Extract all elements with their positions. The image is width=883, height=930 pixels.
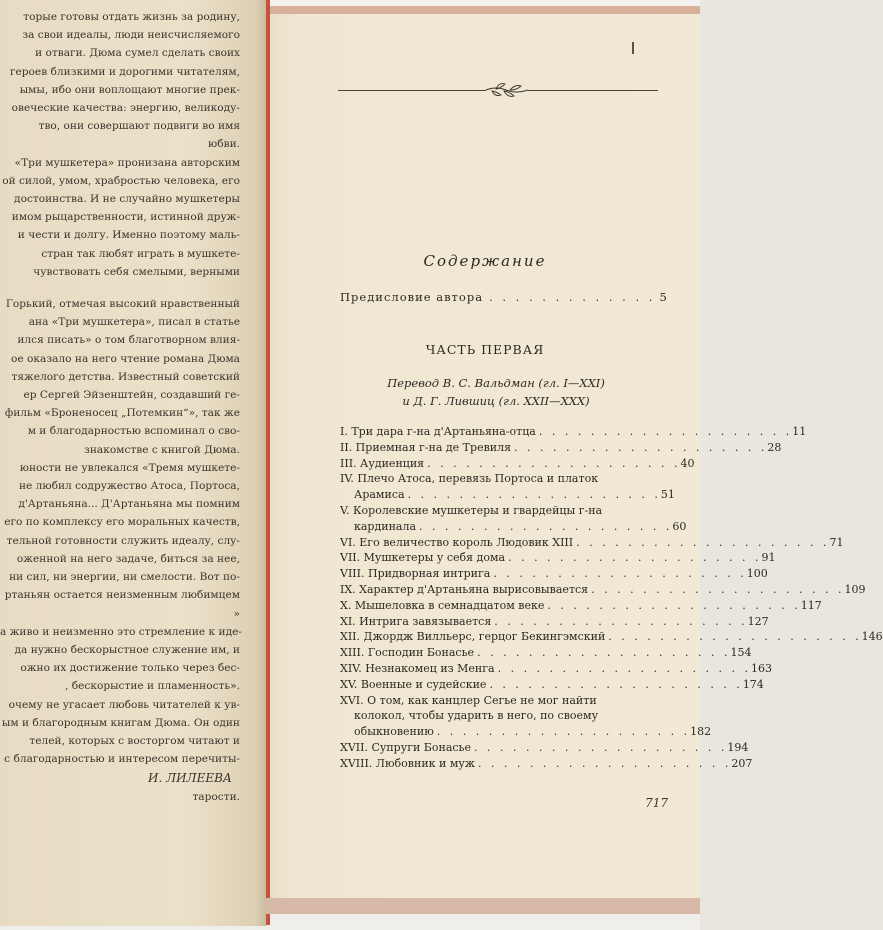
toc-entry-page: 182: [690, 725, 712, 739]
toc-entry-title: I. Три дара г-на д'Артаньяна-отца: [340, 425, 536, 438]
toc-preface-title: Предисловие автора: [340, 290, 484, 304]
toc-entry-title: VI. Его величество король Людовик XIII: [340, 535, 574, 549]
text-line: ился писать» о том благотворном влия-: [17, 334, 240, 347]
text-line: торые готовы отдать жизнь за родину,: [23, 11, 240, 23]
toc-entry-page: 194: [727, 740, 749, 754]
toc-entry: [340, 566, 768, 582]
toc-preface: [340, 290, 667, 304]
text-line: ое оказало на него чтение романа Дюма: [10, 352, 240, 365]
text-line: тарости.: [192, 791, 240, 804]
toc-entry-title: Арамиса: [354, 488, 405, 502]
toc-leader-dots: . . . . . . . . . . . . . . . . . . . .: [497, 661, 751, 675]
toc-entry: [340, 598, 822, 614]
toc-leader-dots: . . . . . . . . . . . . . . . . . . . .: [547, 598, 801, 612]
table-of-contents: [340, 424, 883, 772]
text-line: юности не увлекался «Тремя мушкете-: [19, 461, 240, 474]
toc-leader-dots: . . . . . . . . . . . . . . . . . . . .: [419, 519, 673, 533]
toc-leader-dots: . . . . . . . . . . . . . . . . . . . .: [478, 756, 732, 770]
toc-leader-dots: . . . . . . . . . . . . . . . . . . . .: [436, 725, 691, 739]
page-number: 717: [645, 796, 668, 810]
author-signature: И. ЛИЛЕЕВА: [147, 771, 232, 786]
toc-preface-page: 5: [659, 290, 667, 304]
toc-entry-page: 100: [746, 567, 768, 581]
text-line: ым и благородным книгам Дюма. Он один: [1, 716, 240, 729]
toc-leader-dots: . . . . . . . . . . . . . . . . . . . .: [591, 582, 845, 596]
toc-leader-dots: . . . . . . . . . . . . .: [489, 290, 656, 304]
toc-entry: [340, 519, 687, 535]
text-line: ни сил, ни энергии, ни смелости. Вот по-: [9, 571, 240, 584]
toc-entry-title: V. Королевские мушкетеры и гвардейцы г-на: [340, 503, 603, 517]
toc-entry-page: 146: [861, 630, 883, 644]
toc-leader-dots: . . . . . . . . . . . . . . . . . . . .: [514, 440, 768, 454]
translator-line-1: Перевод В. С. Вальдман (гл. I—XXI): [387, 376, 605, 390]
text-line: тяжелого детства. Известный советский: [11, 370, 240, 383]
toc-entry-title: XVIII. Любовник и муж: [340, 756, 476, 770]
text-line: да нужно бескорыстное служение им, и: [14, 643, 240, 656]
toc-entry: [340, 582, 866, 598]
text-line: юбви.: [208, 138, 240, 151]
text-line: героев близкими и дорогими читателям,: [9, 65, 240, 78]
toc-entry-title: XVII. Супруги Бонасье: [340, 740, 472, 754]
text-line: ер Сергей Эйзенштейн, создавший ге-: [23, 389, 240, 402]
text-line: имом рыцарственности, истинной друж-: [11, 211, 240, 224]
text-line: Горький, отмечая высокий нравственный: [5, 298, 240, 311]
text-line: ожно их достижение только через бес-: [20, 662, 240, 675]
text-line: овеческие качества: энергию, великоду-: [11, 102, 240, 115]
toc-entry: [340, 661, 772, 677]
toc-entry: [340, 614, 769, 630]
toc-entry-page: 71: [829, 535, 844, 549]
toc-entry: [340, 708, 660, 724]
toc-entry-title: XIII. Господин Бонасье: [340, 646, 475, 660]
text-line: достоинства. И не случайно мушкетеры: [14, 193, 240, 206]
toc-entry-page: 127: [747, 614, 769, 628]
toc-entry: [340, 629, 883, 645]
text-line: и чести и долгу. Именно поэтому маль-: [17, 229, 240, 242]
text-line: ой силой, умом, храбростью человека, его: [2, 174, 240, 187]
toc-leader-dots: . . . . . . . . . . . . . . . . . . . .: [608, 630, 862, 644]
toc-entry: [340, 756, 753, 772]
toc-entry-page: 91: [761, 551, 776, 565]
text-line: »: [233, 607, 240, 620]
text-line: фильм «Броненосец „Потемкин“», так же: [4, 407, 240, 420]
text-line: ана «Три мушкетера», писал в статье: [28, 316, 240, 329]
contents-heading: Содержание: [423, 252, 547, 270]
toc-entry-title: обыкновению: [354, 725, 434, 739]
toc-entry-page: 40: [680, 456, 695, 470]
toc-entry: [340, 487, 675, 503]
toc-entry: [340, 440, 782, 456]
text-line: тельной готовности служить идеалу, слу-: [6, 534, 240, 547]
toc-entry: [340, 550, 776, 566]
toc-entry-title: XV. Военные и судейские: [340, 677, 487, 691]
toc-entry: [340, 535, 844, 551]
toc-leader-dots: . . . . . . . . . . . . . . . . . . . .: [508, 551, 762, 565]
toc-entry-title: VII. Мушкетеры у себя дома: [340, 551, 506, 565]
text-line: телей, которых с восторгом читают и: [29, 734, 240, 747]
text-line: тво, они совершают подвиги во имя: [38, 120, 240, 133]
toc-entry-page: 117: [800, 598, 822, 612]
toc-entry-title: III. Аудиенция: [340, 456, 425, 470]
toc-entry: [340, 424, 807, 440]
text-line: д'Артаньяна... Д'Артаньяна мы помним: [18, 498, 240, 511]
toc-entry-page: 207: [731, 756, 753, 770]
right-page: [270, 14, 883, 898]
toc-entry-page: 174: [742, 677, 764, 691]
text-line: , бескорыстие и пламенность».: [65, 680, 240, 693]
toc-entry-title: VIII. Придворная интрига: [340, 567, 491, 581]
toc-entry-page: 51: [660, 488, 675, 502]
toc-leader-dots: . . . . . . . . . . . . . . . . . . . .: [489, 677, 743, 691]
toc-entry-title: IX. Характер д'Артаньяна вырисовывается: [340, 582, 589, 596]
toc-entry-page: 60: [672, 519, 687, 533]
book-cover-edge-bottom: [236, 898, 700, 914]
text-line: а живо и неизменно это стремление к иде-: [0, 625, 242, 638]
toc-entry-page: 109: [844, 582, 866, 596]
toc-entry: [340, 693, 660, 709]
toc-entry: [340, 677, 764, 693]
toc-entry-title: XII. Джордж Вилльерс, герцог Бекингэмский: [340, 630, 606, 644]
text-line: не любил содружество Атоса, Портоса,: [18, 480, 240, 493]
toc-entry-title: X. Мышеловка в семнадцатом веке: [340, 598, 545, 612]
toc-leader-dots: . . . . . . . . . . . . . . . . . . . .: [477, 646, 731, 660]
toc-leader-dots: . . . . . . . . . . . . . . . . . . . .: [474, 740, 728, 754]
toc-entry: [340, 645, 752, 661]
page-mark: [632, 42, 634, 54]
toc-entry: [340, 740, 749, 756]
toc-entry: [340, 724, 712, 740]
left-page-text: [0, 8, 262, 807]
text-line: с благодарностью и интересом перечиты-: [4, 753, 240, 766]
toc-leader-dots: . . . . . . . . . . . . . . . . . . . .: [538, 425, 793, 438]
toc-entry-title: колокол, чтобы ударить в него, по своему: [354, 709, 599, 723]
toc-entry-page: 154: [730, 646, 752, 660]
toc-leader-dots: . . . . . . . . . . . . . . . . . . . .: [576, 535, 830, 549]
text-line: и отваги. Дюма сумел сделать своих: [35, 47, 240, 60]
toc-entry: [340, 471, 660, 487]
toc-entry-title: XIV. Незнакомец из Менга: [340, 661, 495, 675]
toc-entry-title: кардинала: [354, 519, 417, 533]
text-line: чувствовать себя смелыми, верными: [33, 265, 240, 278]
ornament-rule-left: [338, 90, 486, 91]
text-line: «Три мушкетера» пронизана авторским: [14, 156, 240, 169]
text-line: оженной на него задаче, биться за нее,: [16, 552, 240, 565]
toc-entry-page: 28: [767, 440, 782, 454]
laurel-ornament-icon: [482, 78, 532, 102]
toc-entry: [340, 503, 660, 519]
left-page: [0, 0, 266, 926]
toc-leader-dots: . . . . . . . . . . . . . . . . . . . .: [407, 488, 661, 502]
text-line: стран так любят играть в мушкете-: [41, 247, 240, 260]
toc-leader-dots: . . . . . . . . . . . . . . . . . . . .: [493, 567, 747, 581]
toc-entry-page: 163: [750, 661, 772, 675]
toc-entry-title: XVI. О том, как канцлер Сегье не мог найти: [340, 693, 597, 707]
text-line: знакомстве с книгой Дюма.: [84, 443, 240, 456]
toc-entry: [340, 456, 695, 472]
toc-leader-dots: . . . . . . . . . . . . . . . . . . . .: [427, 456, 681, 470]
paragraph-gap: [0, 281, 262, 295]
text-line: ымы, ибо они воплощают многие прек-: [19, 83, 240, 96]
text-line: м и благодарностью вспоминал о сво-: [27, 425, 240, 438]
ornament-rule-right: [528, 90, 658, 91]
translator-line-2: и Д. Г. Лившиц (гл. XXII—XXX): [402, 394, 590, 408]
toc-leader-dots: . . . . . . . . . . . . . . . . . . . .: [494, 614, 748, 628]
text-line: за свои идеалы, люди неисчисляемого: [22, 29, 240, 42]
text-line: его по комплексу его моральных качеств,: [4, 516, 240, 529]
text-line: очему не угасает любовь читателей к ув-: [8, 698, 240, 711]
toc-entry-title: XI. Интрига завязывается: [340, 614, 492, 628]
text-line: ртаньян остается неизменным любимцем: [4, 589, 240, 602]
toc-entry-title: IV. Плечо Атоса, перевязь Портоса и платок: [340, 472, 599, 486]
part-title: ЧАСТЬ ПЕРВАЯ: [425, 342, 545, 357]
toc-entry-page: 11: [792, 425, 807, 438]
toc-entry-title: II. Приемная г-на де Тревиля: [340, 440, 512, 454]
